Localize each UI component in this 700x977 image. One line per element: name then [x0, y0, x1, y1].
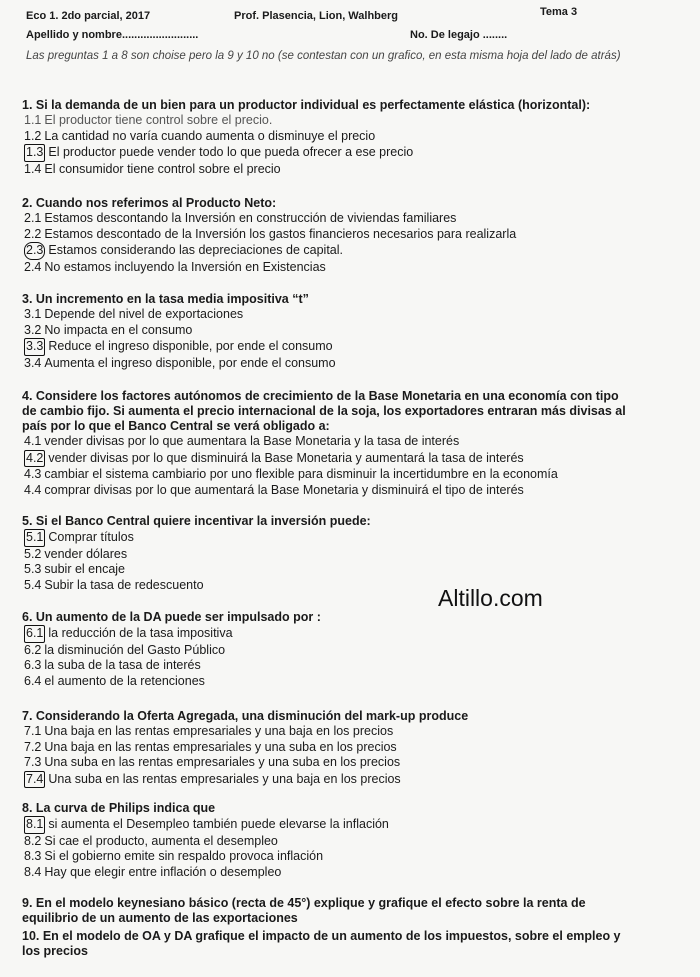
option-text: Si cae el producto, aumenta el desempleo: [44, 833, 278, 848]
option-text: Una suba en las rentas empresariales y una baja en los precios: [48, 771, 401, 786]
option-text: Reduce el ingreso disponible, por ende el consumo: [48, 339, 333, 353]
question-title: 2. Cuando nos referimos al Producto Neto:: [22, 196, 277, 210]
option: [22, 129, 700, 145]
question-9-line-2: equilibrio de un aumento de las exportaciones: [22, 911, 298, 925]
option-selected: [22, 529, 700, 547]
option-number: 6.3: [24, 658, 42, 672]
option-number: 2.4: [24, 259, 42, 274]
name-field-label: Apellido y nombre.........................: [26, 29, 199, 41]
option-number: 5.2: [24, 546, 42, 561]
option-selected: [22, 816, 700, 834]
selected-answer-box: 6.1: [24, 625, 45, 643]
option-number: 1.2: [24, 128, 42, 143]
question-title: 7. Considerando la Oferta Agregada, una disminución del mark-up produce: [22, 709, 469, 723]
option-text: vender divisas por lo que disminuirá la Base Monetaria y aumentará la tasa de interés: [48, 450, 524, 465]
option-number: 8.3: [24, 849, 42, 863]
option: [22, 643, 700, 659]
option-number: 1.4: [24, 161, 42, 176]
option-selected: [22, 338, 700, 356]
question-title-line-2: de cambio fijo. Si aumenta el precio internacional de la soja, los exportadores entraran más divisas al: [22, 404, 626, 418]
question-title: 5. Si el Banco Central quiere incentivar la inversión puede:: [22, 514, 371, 528]
exam-title: Eco 1. 2do parcial, 2017: [26, 10, 151, 22]
professor-names: Prof. Plasencia, Lion, Walhberg: [234, 10, 399, 22]
option-text: Si el gobierno emite sin respaldo provoca inflación: [44, 849, 324, 863]
selected-answer-box: 4.2: [24, 450, 45, 468]
option-text: Estamos descontando la Inversión en construcción de viviendas familiares: [44, 211, 457, 225]
option-number: 7.2: [24, 739, 42, 754]
option-number: 8.2: [24, 833, 42, 848]
option-selected: [22, 144, 700, 162]
selected-answer-box: 8.1: [24, 816, 45, 834]
option-text: la reducción de la tasa impositiva: [48, 626, 233, 640]
question-title: 1. Si la demanda de un bien para un productor individual es perfectamente elástica (horizontal):: [22, 98, 591, 112]
question-4: [22, 389, 700, 498]
option-text: Una baja en las rentas empresariales y una suba en los precios: [44, 739, 397, 754]
option-text: Subir la tasa de redescuento: [44, 577, 204, 592]
question-1: [22, 98, 700, 177]
question-title: 6. Un aumento de la DA puede ser impulsado por :: [22, 610, 321, 624]
option-text: Depende del nivel de exportaciones: [44, 307, 244, 321]
option-number: 7.3: [24, 755, 42, 769]
selected-answer-box: 3.3: [24, 338, 45, 356]
option: [22, 755, 700, 771]
question-5: [22, 514, 700, 593]
option: [22, 849, 700, 865]
selected-answer-box: 7.4: [24, 771, 45, 789]
question-title: 4. Considere los factores autónomos de crecimiento de la Base Monetaria en una economía con tipo: [22, 389, 619, 403]
option-number: 4.1: [24, 434, 42, 448]
question-2: [22, 196, 700, 275]
option-text: El consumidor tiene control sobre el precio: [44, 161, 281, 176]
option: [22, 162, 700, 178]
question-6: [22, 610, 700, 689]
legajo-field-label: No. De legajo ........: [410, 29, 508, 41]
option-text: La cantidad no varía cuando aumenta o disminuye el precio: [44, 128, 376, 143]
question-9-line-1: 9. En el modelo keynesiano básico (recta de 45°) explique y grafique el efecto sobre la renta de: [22, 896, 586, 910]
option-number: 6.4: [24, 673, 42, 688]
option-number: 2.2: [24, 226, 42, 241]
question-8: [22, 801, 700, 880]
option-number: 4.3: [24, 467, 42, 481]
option-number: 1.1: [24, 113, 42, 127]
option-selected: [22, 625, 700, 643]
option-number: 3.1: [24, 307, 42, 321]
option-text: Estamos descontado de la Inversión los gastos financieros necesarios para realizarla: [44, 226, 517, 241]
option: [22, 227, 700, 243]
option-text: vender divisas por lo que aumentara la Base Monetaria y la tasa de interés: [44, 434, 460, 448]
option-number: 4.4: [24, 482, 42, 497]
option: [22, 740, 700, 756]
option-text: El productor puede vender todo lo que pueda ofrecer a ese precio: [48, 145, 414, 159]
question-9: [22, 896, 700, 926]
selected-answer-box: 2.3: [24, 242, 45, 260]
option-text: si aumenta el Desempleo también puede elevarse la inflación: [48, 817, 389, 831]
question-title-line-3: país por lo que el Banco Central se verá obligado a:: [22, 419, 330, 433]
tema-label: Tema 3: [540, 6, 578, 18]
option-text: Una baja en las rentas empresariales y una baja en los precios: [44, 724, 394, 738]
option: [22, 356, 700, 372]
question-title: 3. Un incremento en la tasa media impositiva “t”: [22, 292, 309, 306]
option-text: No impacta en el consumo: [44, 322, 193, 337]
watermark: Altillo.com: [438, 585, 543, 611]
question-10-line-2: los precios: [22, 944, 88, 958]
option-selected: [22, 450, 700, 468]
option: [22, 307, 700, 323]
option-text: la suba de la tasa de interés: [44, 658, 201, 672]
option: [22, 483, 700, 499]
option: [22, 467, 700, 483]
option: [22, 724, 700, 740]
question-7: [22, 709, 700, 788]
option: [22, 865, 700, 881]
option-number: 5.3: [24, 562, 42, 576]
option: [22, 434, 700, 450]
option-text: cambiar el sistema cambiario por uno flexible para disminuir la incertidumbre en la economía: [44, 467, 558, 481]
selected-answer-box: 5.1: [24, 529, 45, 547]
selected-answer-box: 1.3: [24, 144, 45, 162]
option-text: El productor tiene control sobre el precio.: [44, 113, 273, 127]
option: [22, 323, 700, 339]
option-selected: [22, 242, 700, 260]
option-text: Una suba en las rentas empresariales y una suba en los precios: [44, 755, 401, 769]
question-title: 8. La curva de Philips indica que: [22, 801, 216, 815]
option: [22, 562, 700, 578]
option-number: 7.1: [24, 724, 42, 738]
option-number: 3.2: [24, 322, 42, 337]
option-number: 3.4: [24, 355, 42, 370]
option-text: No estamos incluyendo la Inversión en Existencias: [44, 259, 326, 274]
option-text: el aumento de la retenciones: [44, 673, 205, 688]
option-text: vender dólares: [44, 546, 128, 561]
option: [22, 211, 700, 227]
option: [22, 674, 700, 690]
option: [22, 578, 700, 594]
option-text: Estamos considerando las depreciaciones de capital.: [48, 243, 344, 257]
question-3: [22, 292, 700, 371]
option: [22, 834, 700, 850]
option-number: 2.1: [24, 211, 42, 225]
option-text: Aumenta el ingreso disponible, por ende el consumo: [44, 355, 336, 370]
option: [22, 547, 700, 563]
option: [22, 658, 700, 674]
option-text: la disminución del Gasto Público: [44, 642, 226, 657]
option-text: subir el encaje: [44, 562, 125, 576]
option-number: 5.4: [24, 577, 42, 592]
option-number: 6.2: [24, 642, 42, 657]
question-10-line-1: 10. En el modelo de OA y DA grafique el impacto de un aumento de los impuestos, sobre el empleo y: [22, 929, 621, 943]
option-text: Hay que elegir entre inflación o desempleo: [44, 864, 282, 879]
option: [22, 113, 700, 129]
option-selected: [22, 771, 700, 789]
option-number: 8.4: [24, 864, 42, 879]
question-10: [22, 929, 700, 959]
option: [22, 260, 700, 276]
option-text: Comprar títulos: [48, 530, 134, 544]
option-text: comprar divisas por lo que aumentará la Base Monetaria y disminuirá el tipo de interés: [44, 482, 524, 497]
instructions: Las preguntas 1 a 8 son choise pero la 9 y 10 no (se contestan con un grafico, en esta misma hoja del lado de atrás): [26, 50, 621, 62]
